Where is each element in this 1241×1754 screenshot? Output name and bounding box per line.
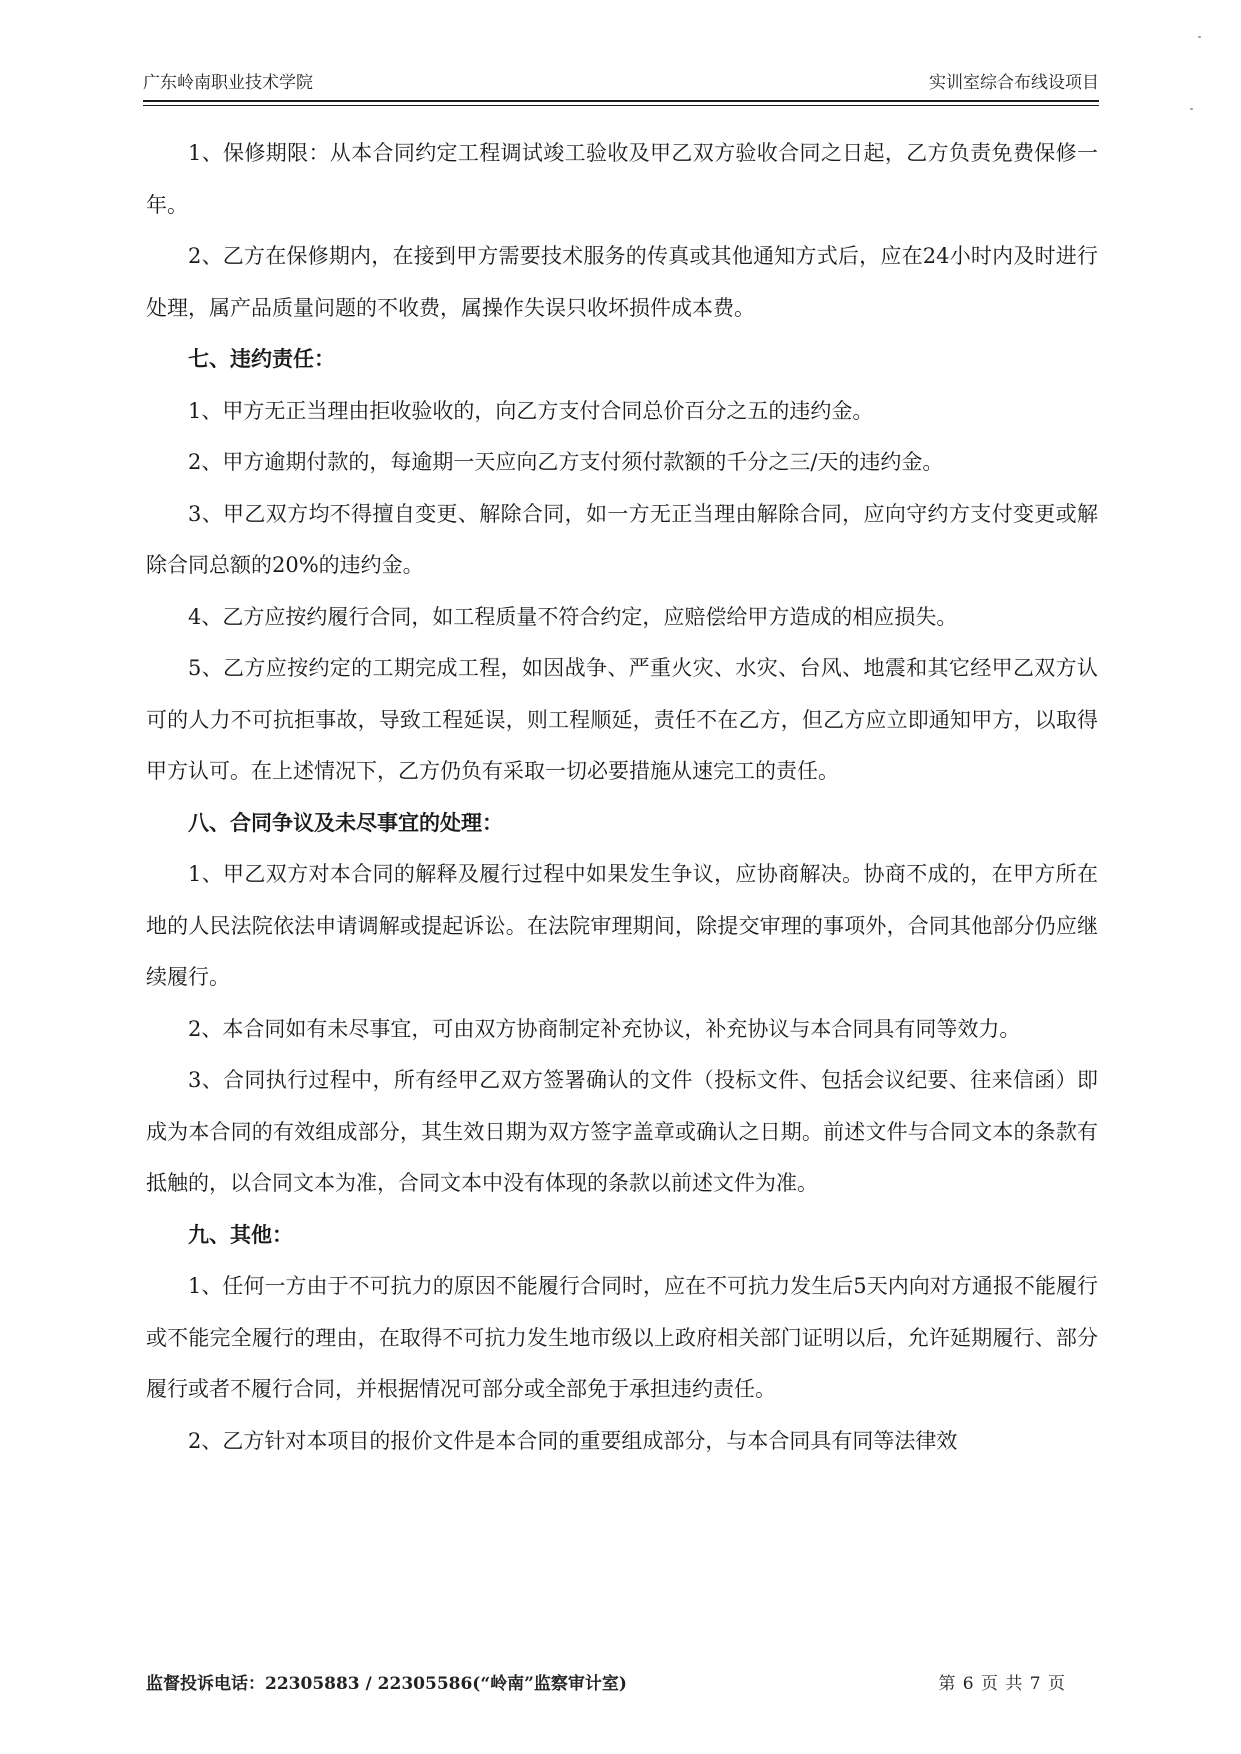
- liability-clause-4: 4、乙方应按约履行合同，如工程质量不符合约定，应赔偿给甲方造成的相应损失。: [188, 604, 958, 629]
- scan-speck: [1198, 36, 1201, 38]
- liability-clause-2: 2、甲方逾期付款的，每逾期一天应向乙方支付须付款额的千分之三/天的违约金。: [188, 450, 944, 474]
- liability-clause-3: 3、甲乙双方均不得擅自变更、解除合同，如一方无正当理由解除合同，应向守约方支付变更或解除合同总额的20%的违约金。: [146, 501, 1098, 577]
- header-project: 实训室综合布线设项目: [929, 73, 1099, 93]
- warranty-service-clause: 2、乙方在保修期内，在接到甲方需要技术服务的传真或其他通知方式后，应在24小时内及时进行处理，属产品质量问题的不收费，属操作失误只收坏损件成本费。: [146, 244, 1098, 320]
- other-clause-2: 2、乙方针对本项目的报价文件是本合同的重要组成部分，与本合同具有同等法律效: [188, 1428, 958, 1453]
- section-heading-disputes: 八、合同争议及未尽事宜的处理：: [188, 810, 503, 835]
- liability-clause-1: 1、甲方无正当理由拒收验收的，向乙方支付合同总价百分之五的违约金。: [188, 398, 874, 423]
- page-header: [143, 68, 1099, 102]
- section-heading-other: 九、其他：: [188, 1222, 293, 1247]
- scan-speck: [1190, 108, 1193, 110]
- dispute-clause-1: 1、甲乙双方对本合同的解释及履行过程中如果发生争议，应协商解决。协商不成的，在甲方所在地的人民法院依法申请调解或提起诉讼。在法院审理期间，除提交审理的事项外，合同其他部分仍应继续履行。: [146, 862, 1098, 989]
- page-number: 第 6 页 共 7 页: [938, 1674, 1066, 1694]
- other-clause-1: 1、任何一方由于不可抗力的原因不能履行合同时，应在不可抗力发生后5天内向对方通报不能履行或不能完全履行的理由，在取得不可抗力发生地市级以上政府相关部门证明以后，允许延期履行、部分履行或者不履行合同，并根据情况可部分或全部免于承担违约责任。: [146, 1274, 1098, 1401]
- section-heading-liability: 七、违约责任：: [188, 347, 335, 371]
- complaint-hotline: 监督投诉电话：22305883 / 22305586(“岭南”监察审计室): [146, 1674, 627, 1694]
- warranty-period-clause: 1、保修期限：从本合同约定工程调试竣工验收及甲乙双方验收合同之日起，乙方负责免费保修一年。: [146, 141, 1098, 217]
- header-institution: 广东岭南职业技术学院: [143, 73, 313, 93]
- page-footer: [146, 1669, 1066, 1694]
- liability-clause-5: 5、乙方应按约定的工期完成工程，如因战争、严重火灾、水灾、台风、地震和其它经甲乙双方认可的人力不可抗拒事故，导致工程延误，则工程顺延，责任不在乙方，但乙方应立即通知甲方，以取得甲方认可。在上述情况下，乙方仍负有采取一切必要措施从速完工的责任。: [146, 656, 1098, 783]
- contract-body: [146, 128, 1098, 1467]
- dispute-clause-3: 3、合同执行过程中，所有经甲乙双方签署确认的文件（投标文件、包括会议纪要、往来信函）即成为本合同的有效组成部分，其生效日期为双方签字盖章或确认之日期。前述文件与合同文本的条款有抵触的，以合同文本为准，合同文本中没有体现的条款以前述文件为准。: [146, 1068, 1098, 1195]
- dispute-clause-2: 2、本合同如有未尽事宜，可由双方协商制定补充协议，补充协议与本合同具有同等效力。: [188, 1016, 1021, 1041]
